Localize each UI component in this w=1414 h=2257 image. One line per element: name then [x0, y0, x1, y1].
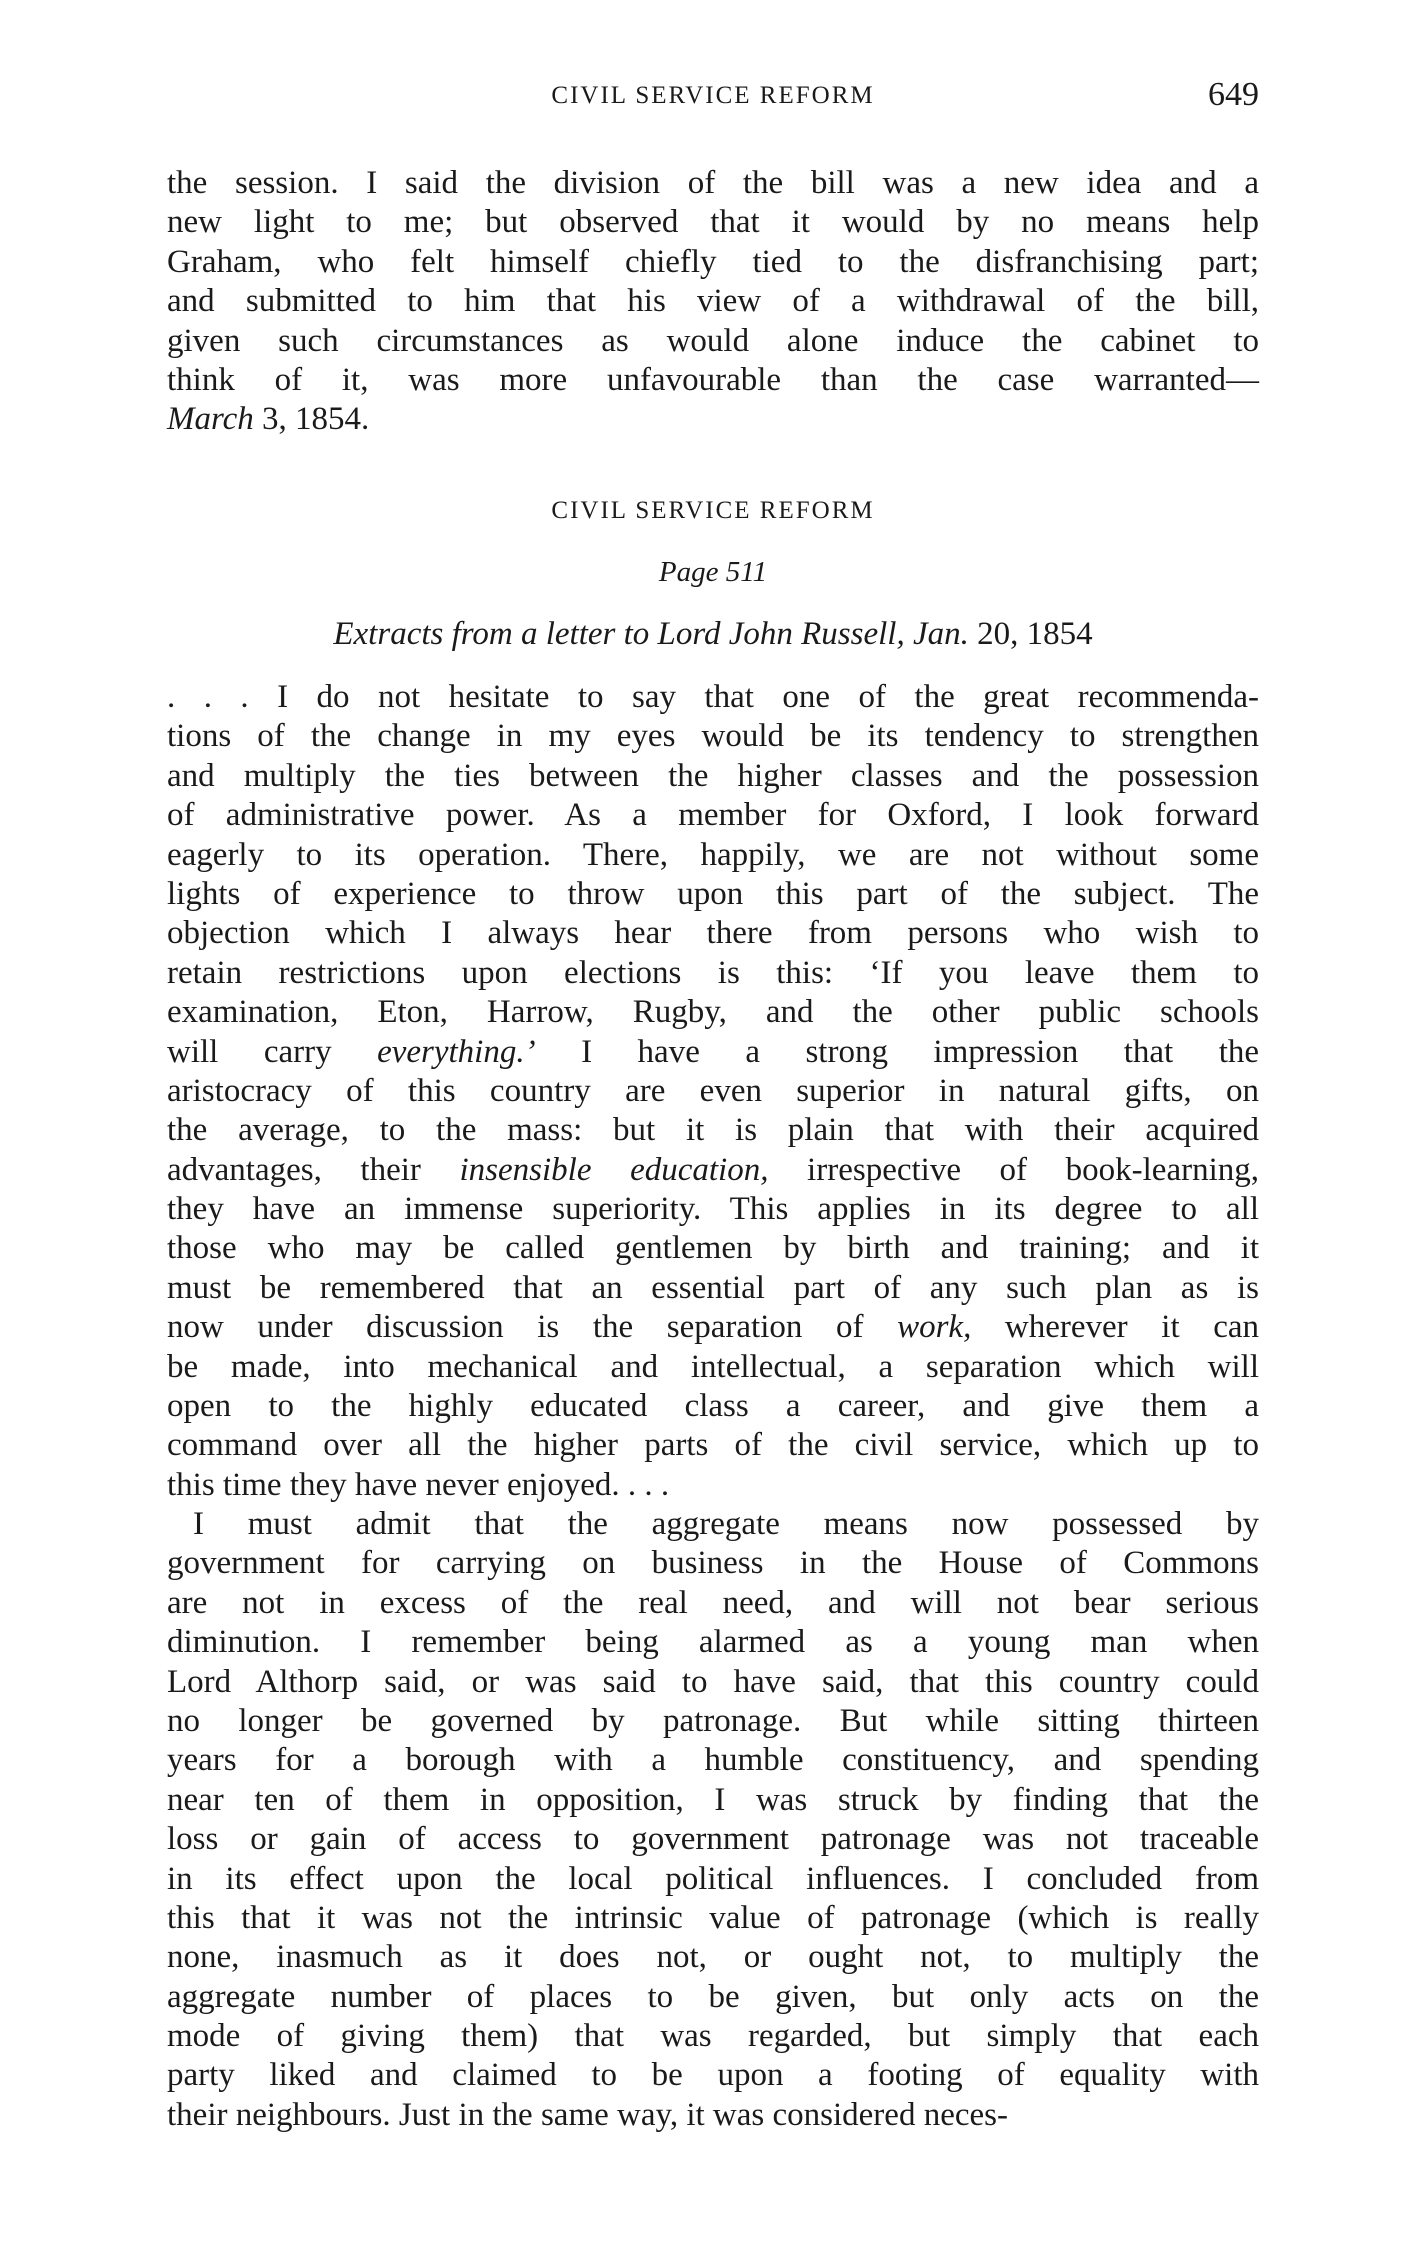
text-segment: no longer be governed by patronage. But while sitting thirteen — [167, 1702, 1259, 1739]
text-segment: loss or gain of access to government patronage was not traceable — [167, 1821, 1259, 1858]
text-segment: tions of the change in my eyes would be its tendency to strengthen — [167, 718, 1259, 755]
italic-text: everything.’ — [377, 1033, 536, 1070]
text-segment: they have an immense superiority. This applies in its degree to all — [167, 1191, 1259, 1228]
text-line — [167, 1741, 1259, 1780]
text-line — [167, 1466, 1259, 1505]
text-line — [167, 1190, 1259, 1229]
letter-paragraph-2 — [167, 1505, 1259, 2135]
text-line — [167, 1781, 1259, 1820]
text-segment: lights of experience to throw upon this part of the subject. The — [167, 875, 1259, 912]
text-line — [167, 1348, 1259, 1387]
text-line — [167, 1111, 1259, 1150]
text-line — [167, 717, 1259, 756]
text-line — [167, 361, 1259, 400]
text-line — [167, 1387, 1259, 1426]
text-segment: none, inasmuch as it does not, or ought not, to multiply the — [167, 1939, 1259, 1976]
text-segment: are not in excess of the real need, and will not bear serious — [167, 1584, 1259, 1621]
text-line — [167, 1426, 1259, 1465]
text-segment: and submitted to him that his view of a withdrawal of the bill, — [167, 283, 1259, 320]
text-segment: this that it was not the intrinsic value of patronage (which is really — [167, 1899, 1259, 1936]
text-segment: examination, Eton, Harrow, Rugby, and the other public schools — [167, 994, 1259, 1031]
text-segment: retain restrictions upon elections is this: ‘If you leave them to — [167, 954, 1259, 991]
text-segment: this time they have never enjoyed. . . . — [167, 1466, 670, 1503]
text-segment: those who may be called gentlemen by birth and training; and it — [167, 1230, 1259, 1267]
text-line — [167, 2056, 1259, 2095]
text-line — [167, 1229, 1259, 1268]
text-segment: Graham, who felt himself chiefly tied to the disfranchising part; — [167, 243, 1259, 280]
text-line — [167, 1663, 1259, 1702]
letter-paragraph-1 — [167, 678, 1259, 1505]
text-segment: will carry — [167, 1033, 378, 1070]
text-line — [167, 914, 1259, 953]
text-line — [167, 1820, 1259, 1859]
section-subtitle-italic: Extracts from a letter to Lord John Russell, Jan. — [333, 616, 969, 652]
text-segment: and multiply the ties between the higher classes and the possession — [167, 757, 1259, 794]
text-segment: I must admit that the aggregate means now possessed by — [193, 1506, 1259, 1542]
text-segment: advantages, their — [167, 1151, 460, 1188]
text-segment: 3, 1854. — [253, 401, 370, 438]
italic-text: insensible education, — [459, 1151, 769, 1188]
text-line — [167, 757, 1259, 796]
page-number: 649 — [1208, 76, 1259, 113]
text-segment: command over all the higher parts of the civil service, which up to — [167, 1427, 1259, 1464]
text-line — [167, 1033, 1259, 1072]
text-segment: years for a borough with a humble constituency, and spending — [167, 1742, 1259, 1779]
text-segment: I have a strong impression that the — [535, 1033, 1260, 1070]
text-segment: the average, to the mass: but it is plain that with their acquired — [167, 1112, 1259, 1149]
text-line — [167, 678, 1259, 717]
text-line — [167, 2017, 1259, 2056]
text-line — [167, 1899, 1259, 1938]
text-line — [167, 1072, 1259, 1111]
text-segment: aggregate number of places to be given, but only acts on the — [167, 1978, 1259, 2015]
italic-text: work, — [897, 1309, 972, 1346]
text-segment: objection which I always hear there from persons who wish to — [167, 915, 1259, 952]
text-segment: open to the highly educated class a career, and give them a — [167, 1388, 1259, 1425]
section-heading: CIVIL SERVICE REFORM — [551, 497, 875, 524]
text-segment: eagerly to its operation. There, happily, we are not without some — [167, 836, 1259, 873]
text-segment: of administrative power. As a member for Oxford, I look forward — [167, 797, 1259, 834]
text-line — [167, 203, 1259, 242]
text-line — [167, 1702, 1259, 1741]
text-segment: wherever it can — [971, 1309, 1259, 1346]
text-segment: be made, into mechanical and intellectual, a separation which will — [167, 1348, 1259, 1385]
text-line — [167, 836, 1259, 875]
text-line — [167, 1544, 1259, 1583]
text-segment: in its effect upon the local political influences. I concluded from — [167, 1860, 1259, 1897]
text-segment: given such circumstances as would alone induce the cabinet to — [167, 322, 1259, 359]
text-line — [167, 322, 1259, 361]
text-segment: Lord Althorp said, or was said to have said, that this country could — [167, 1663, 1259, 1700]
text-segment: now under discussion is the separation of — [167, 1309, 898, 1346]
text-line — [167, 1308, 1259, 1347]
running-head-title: CIVIL SERVICE REFORM — [551, 82, 875, 109]
section-page-reference: Page 511 — [658, 556, 768, 588]
text-segment: mode of giving them) that was regarded, but simply that each — [167, 2018, 1259, 2055]
text-segment: government for carrying on business in the House of Commons — [167, 1545, 1259, 1582]
running-head — [167, 76, 1259, 116]
text-line — [167, 2096, 1259, 2135]
text-segment: . . . I do not hesitate to say that one of the great recommenda- — [167, 679, 1259, 715]
text-line — [167, 954, 1259, 993]
text-line — [167, 1584, 1259, 1623]
continuation-paragraph — [167, 164, 1259, 440]
text-segment: party liked and claimed to be upon a footing of equality with — [167, 2057, 1259, 2094]
text-line — [167, 1505, 1259, 1544]
text-line — [167, 875, 1259, 914]
text-segment: aristocracy of this country are even superior in natural gifts, on — [167, 1072, 1259, 1109]
text-segment: new light to me; but observed that it would by no means help — [167, 204, 1259, 241]
text-segment: the session. I said the division of the bill was a new idea and a — [167, 165, 1259, 201]
text-segment: near ten of them in opposition, I was struck by finding that the — [167, 1781, 1259, 1818]
text-segment: think of it, was more unfavourable than the case warranted— — [167, 361, 1259, 398]
text-segment: irrespective of book-learning, — [768, 1151, 1259, 1188]
text-line — [167, 282, 1259, 321]
section-subtitle-date: 20, 1854 — [968, 616, 1093, 652]
text-line — [167, 796, 1259, 835]
text-segment: must be remembered that an essential part of any such plan as is — [167, 1269, 1259, 1306]
text-line — [167, 1623, 1259, 1662]
text-segment: diminution. I remember being alarmed as a young man when — [167, 1624, 1259, 1661]
text-line — [167, 400, 1259, 439]
text-segment: their neighbours. Just in the same way, it was considered neces- — [167, 2096, 1008, 2133]
text-line — [167, 1269, 1259, 1308]
text-line — [167, 1978, 1259, 2017]
italic-text: March — [167, 401, 254, 438]
section-subtitle — [167, 616, 1259, 653]
text-line — [167, 1860, 1259, 1899]
text-line — [167, 1938, 1259, 1977]
text-line — [167, 993, 1259, 1032]
text-line — [167, 1151, 1259, 1190]
text-line — [167, 243, 1259, 282]
text-line — [167, 164, 1259, 203]
